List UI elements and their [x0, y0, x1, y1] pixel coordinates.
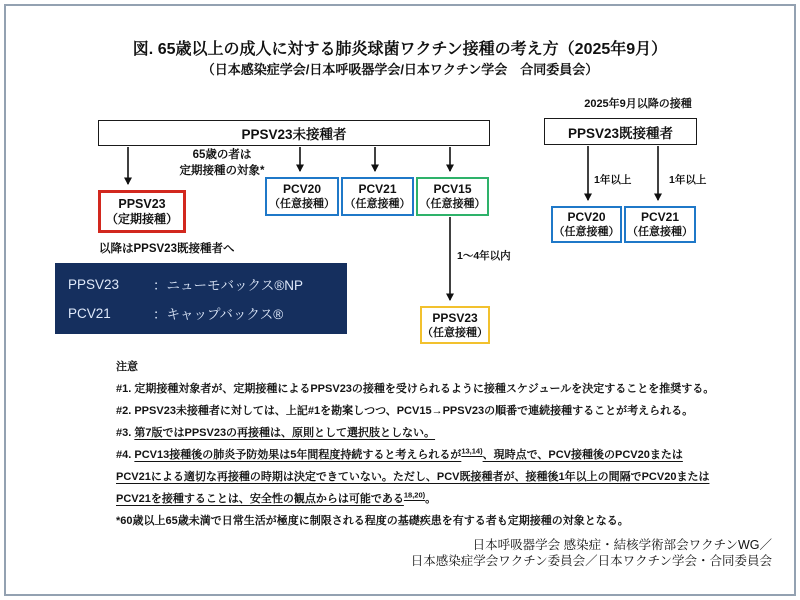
after-ppsv23-note: 以降はPPSV23既接種者へ — [99, 243, 235, 255]
note-3: #3. 第7版ではPPSV23の再接種は、原則として選択肢としない。 — [116, 427, 436, 439]
interval-1-year-label-left: 1年以上 — [594, 174, 632, 186]
interval-1-year-label-right: 1年以上 — [669, 174, 707, 186]
notes-section — [116, 356, 715, 532]
box-pcv21-right: PCV21 （任意接種） — [624, 206, 696, 243]
figure-subtitle: （日本感染症学会/日本呼吸器学会/日本ワクチン学会 合同委員会） — [201, 62, 599, 77]
box-label: PPSV23既接種者 — [567, 125, 674, 141]
attribution-line-1: 日本呼吸器学会 感染症・結核学術部会ワクチンWG／ — [472, 538, 772, 552]
legend-code: PPSV23 — [68, 276, 120, 292]
box-ppsv23-routine: PPSV23 （定期接種） — [98, 190, 186, 233]
interval-1-4-years-label: 1～4年以内 — [457, 250, 511, 262]
box-pcv21-left: PCV21 （任意接種） — [341, 177, 414, 216]
note-2: #2. PPSV23未接種者に対しては、上記#1を勘案しつつ、PCV15→PPSV23の順番で連続接種することが考えられる。 — [116, 405, 694, 417]
attribution-footer — [411, 537, 772, 569]
box-pcv20-right: PCV20 （任意接種） — [551, 206, 622, 243]
legend-product-name: ：キャップバックス® — [153, 307, 284, 322]
figure-title: 図. 65歳以上の成人に対する肺炎球菌ワクチン接種の考え方（2025年9月） — [132, 41, 668, 58]
note-4-line-3: PCV21を接種することは、安全性の観点からは可能である$^{18,20)}$。 — [116, 490, 437, 505]
note-4-line-2: PCV21による適切な再接種の時期は決定できていない。ただし、PCV既接種者が、接種後1年以上の間隔でPCV20または — [116, 471, 710, 483]
box-ppsv23-vaccinated — [544, 118, 697, 145]
right-flow-date-note: 2025年9月以降の接種 — [584, 98, 692, 110]
reference-superscript: 18,20) — [403, 490, 426, 500]
note-1: #1. 定期接種対象者が、定期接種によるPPSV23の接種を受けられるように接種スケジュールを決定することを推奨する。 — [116, 383, 715, 395]
note-4-line-1: #4. PCV13接種後の肺炎予防効果は5年間程度持続すると考えられるが$^{13,14)}$、現時点で、PCV接種後のPCV20または — [116, 446, 683, 461]
box-pcv15: PCV15 （任意接種） — [416, 177, 489, 216]
legend-row-pcv21 — [68, 303, 347, 323]
box-ppsv23-unvaccinated — [98, 120, 490, 146]
legend-product-name: ：ニューモバックス®NP — [153, 278, 304, 293]
attribution-line-2: 日本感染症学会ワクチン委員会／日本ワクチン学会・合同委員会 — [410, 554, 772, 568]
box-ppsv23-optional: PPSV23 （任意接種） — [420, 306, 490, 344]
notes-heading: 注意 — [116, 361, 138, 373]
box-pcv20-left: PCV20 （任意接種） — [265, 177, 339, 216]
reference-superscript: 13,14) — [461, 446, 483, 456]
age-65-routine-note: 65歳の者は 定期接種の対象* — [179, 149, 265, 177]
legend-row-ppsv23 — [68, 274, 347, 294]
box-label: PPSV23未接種者 — [241, 127, 347, 142]
legend-code: PCV21 — [68, 305, 111, 321]
vaccine-name-legend — [55, 263, 347, 334]
note-asterisk: *60歳以上65歳未満で日常生活が極度に制限される程度の基礎疾患を有する者も定期接種の対象となる。 — [116, 515, 629, 527]
